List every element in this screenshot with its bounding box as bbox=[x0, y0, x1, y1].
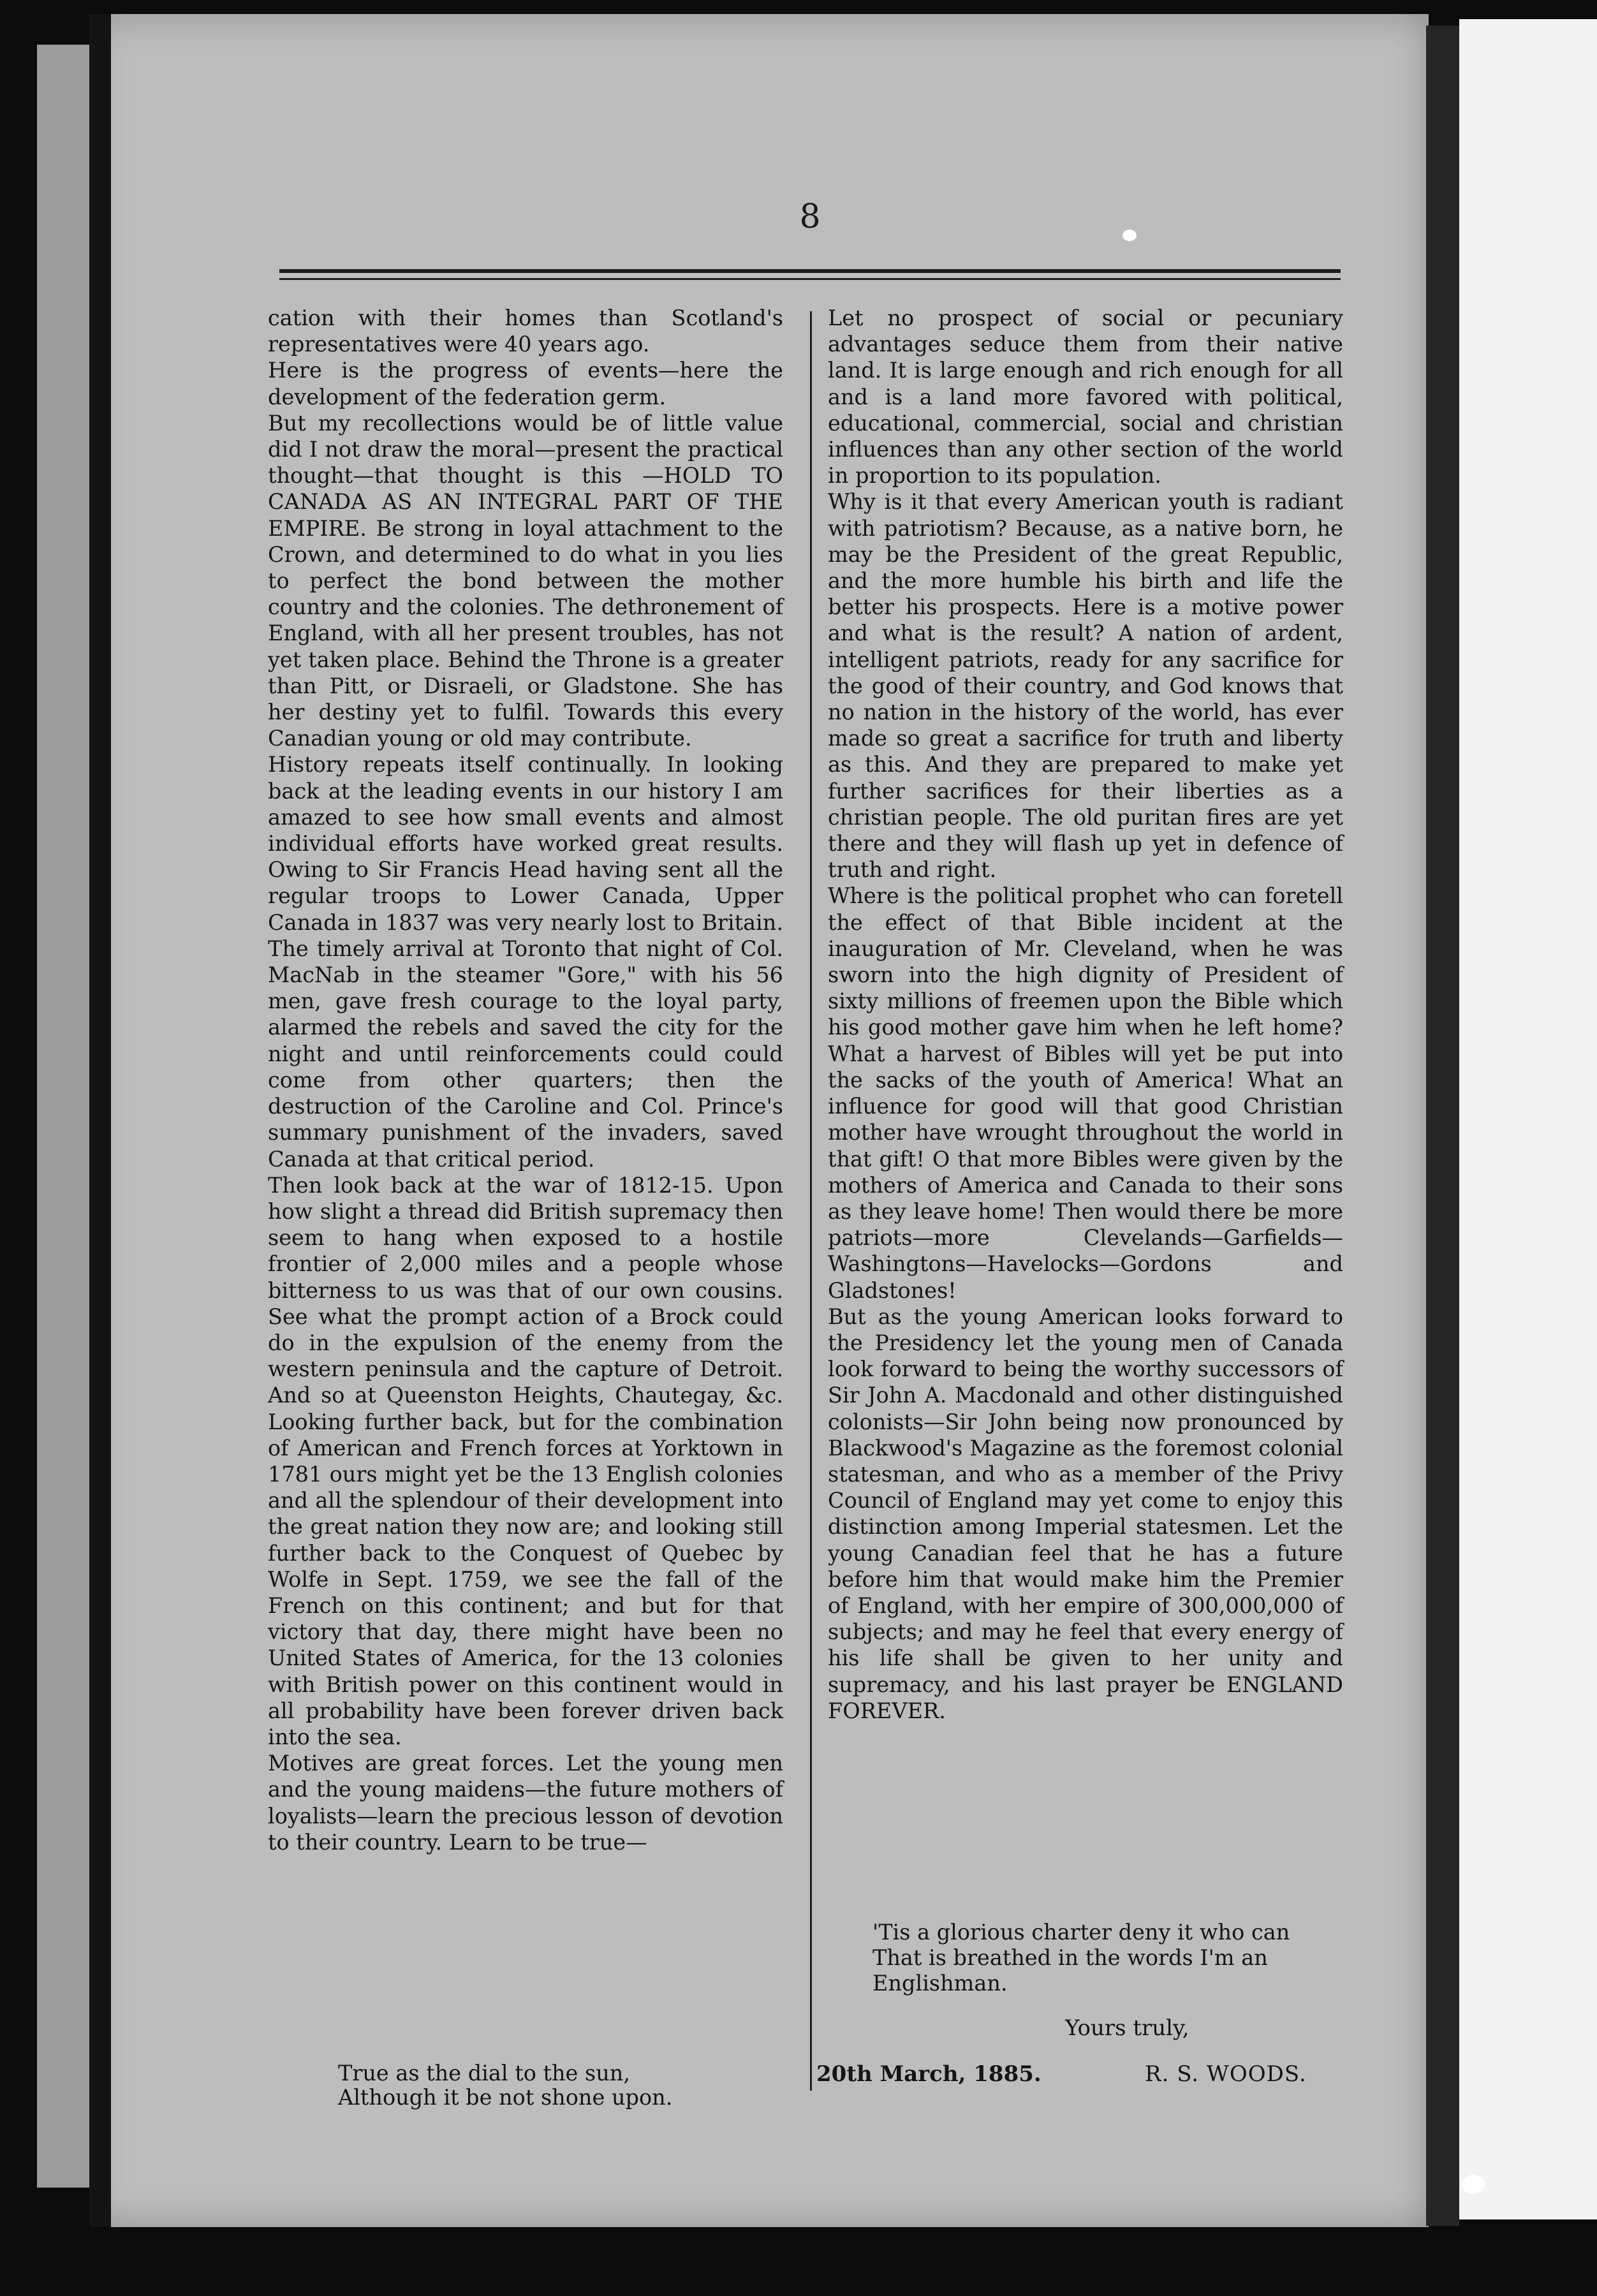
right-column-text: Let no prospect of social or pecuniary advantages seduce them from their native land. It is large enough and rich enough for all and is a land more favored with political, educational, commercial, social and christian influences than any other section of the world in proportion to its population. Why is it that every American youth is radiant with patriotism? Because, as a native born, he may be the President of the great Republic, and the more humble his birth and life the better his prospects. Here is a motive power and what is the result? A nation of ardent, intelligent patriots, ready for any sacrifice for the good of their country, and God knows that no nation in the history of the world, has ever made so great a sacrifice for truth and liberty as this. And they are prepared to make yet further sacrifices for their liberties as a christian people. The old puritan fires are yet there and they will flash up yet in defence of truth and right. Where is the political prophet who can foretell the effect of that Bible incident at the inauguration of Mr. Cleveland, when he was sworn into the high dignity of President of sixty millions of freemen upon the Bible which his good mother gave him when he left home? What a harvest of Bibles will yet be put into the sacks of the youth of America! What an influence for good will that good Christian mother have wrought throughout the world in that gift! O that more Bibles were given by the mothers of America and Canada to their sons as they leave home! Then would there be more patriots—more Clevelands—Garfields—Washingtons—Havelocks—Gordons and Gladstones! But as the young American looks forward to the Presidency let the young men of Canada look forward to being the worthy successors of Sir John A. Macdonald and other distinguished colonists—Sir John being now pronounced by Blackwood's Magazine as the foremost colonial statesman, and who as a member of the Privy Council of England may yet come to enjoy this distinction among Imperial statesmen. Let the young Canadian feel that he has a future before him that would make him the Premier of England, with her empire of 300,000,000 of subjects; and may he feel that every energy of his life shall be given to her unity and supremacy, and his last prayer be ENGLAND FOREVER. bbox=[828, 305, 1343, 1723]
right-verse: 'Tis a glorious charter deny it who can That is breathed in the words I'm an Englishman. bbox=[872, 1920, 1290, 1996]
signature: R. S. WOODS. bbox=[1145, 2061, 1307, 2087]
scan-speck bbox=[1462, 2175, 1485, 2194]
page-left-edge bbox=[89, 14, 111, 2227]
closing-salutation: Yours truly, bbox=[1065, 2015, 1189, 2041]
scan-speck bbox=[1122, 230, 1137, 241]
left-verse: True as the dial to the sun, Although it be not shone upon. bbox=[338, 2061, 673, 2110]
scan-margin bbox=[1459, 19, 1597, 2219]
header-rule-thick bbox=[279, 269, 1341, 273]
page-number: 8 bbox=[799, 198, 821, 236]
page-right-edge bbox=[1426, 26, 1459, 2226]
left-column-text: cation with their homes than Scotland's representatives were 40 years ago. Here is the progress of events—here the development of the federation germ. But my recollections would be of little value did I not draw the moral—present the practical thought—that thought is this —HOLD TO CANADA AS AN INTEGRAL PART OF THE EMPIRE. Be strong in loyal attachment to the Crown, and determined to do what in you lies to perfect the bond between the mother country and the colonies. The dethronement of England, with all her present troubles, has not yet taken place. Behind the Throne is a greater than Pitt, or Disraeli, or Gladstone. She has her destiny yet to fulfil. Towards this every Canadian young or old may contribute. History repeats itself continually. In looking back at the leading events in our history I am amazed to see how small events and almost individual efforts have worked great results. Owing to Sir Francis Head having sent all the regular troops to Lower Canada, Upper Canada in 1837 was very nearly lost to Britain. The timely arrival at Toronto that night of Col. MacNab in the steamer "Gore," with his 56 men, gave fresh courage to the loyal party, alarmed the rebels and saved the city for the night and until reinforcements could could come from other quarters; then the destruction of the Caroline and Col. Prince's summary punishment of the invaders, saved Canada at that critical period. Then look back at the war of 1812-15. Upon how slight a thread did British supremacy then seem to hang when exposed to a hostile frontier of 2,000 miles and a people whose bitterness to us was that of our own cousins. See what the prompt action of a Brock could do in the expulsion of the enemy from the western peninsula and the capture of Detroit. And so at Queenston Heights, Chautegay, &c. Looking further back, but for the combination of American and French forces at Yorktown in 1781 ours might yet be the 13 English colonies and all the splendour of their development into the great nation they now are; and looking still further back to the Conquest of Quebec by Wolfe in Sept. 1759, we see the fall of the French on this continent; and but for that victory that day, there might have been no United States of America, for the 13 colonies with British power on this continent would in all probability have been forever driven back into the sea. Motives are great forces. Let the young men and the young maidens—the future mothers of loyalists—learn the precious lesson of devotion to their country. Learn to be true— bbox=[268, 305, 783, 1855]
date-line: 20th March, 1885. bbox=[816, 2061, 1041, 2087]
header-rule-thin bbox=[279, 278, 1341, 280]
column-divider bbox=[810, 311, 812, 2091]
